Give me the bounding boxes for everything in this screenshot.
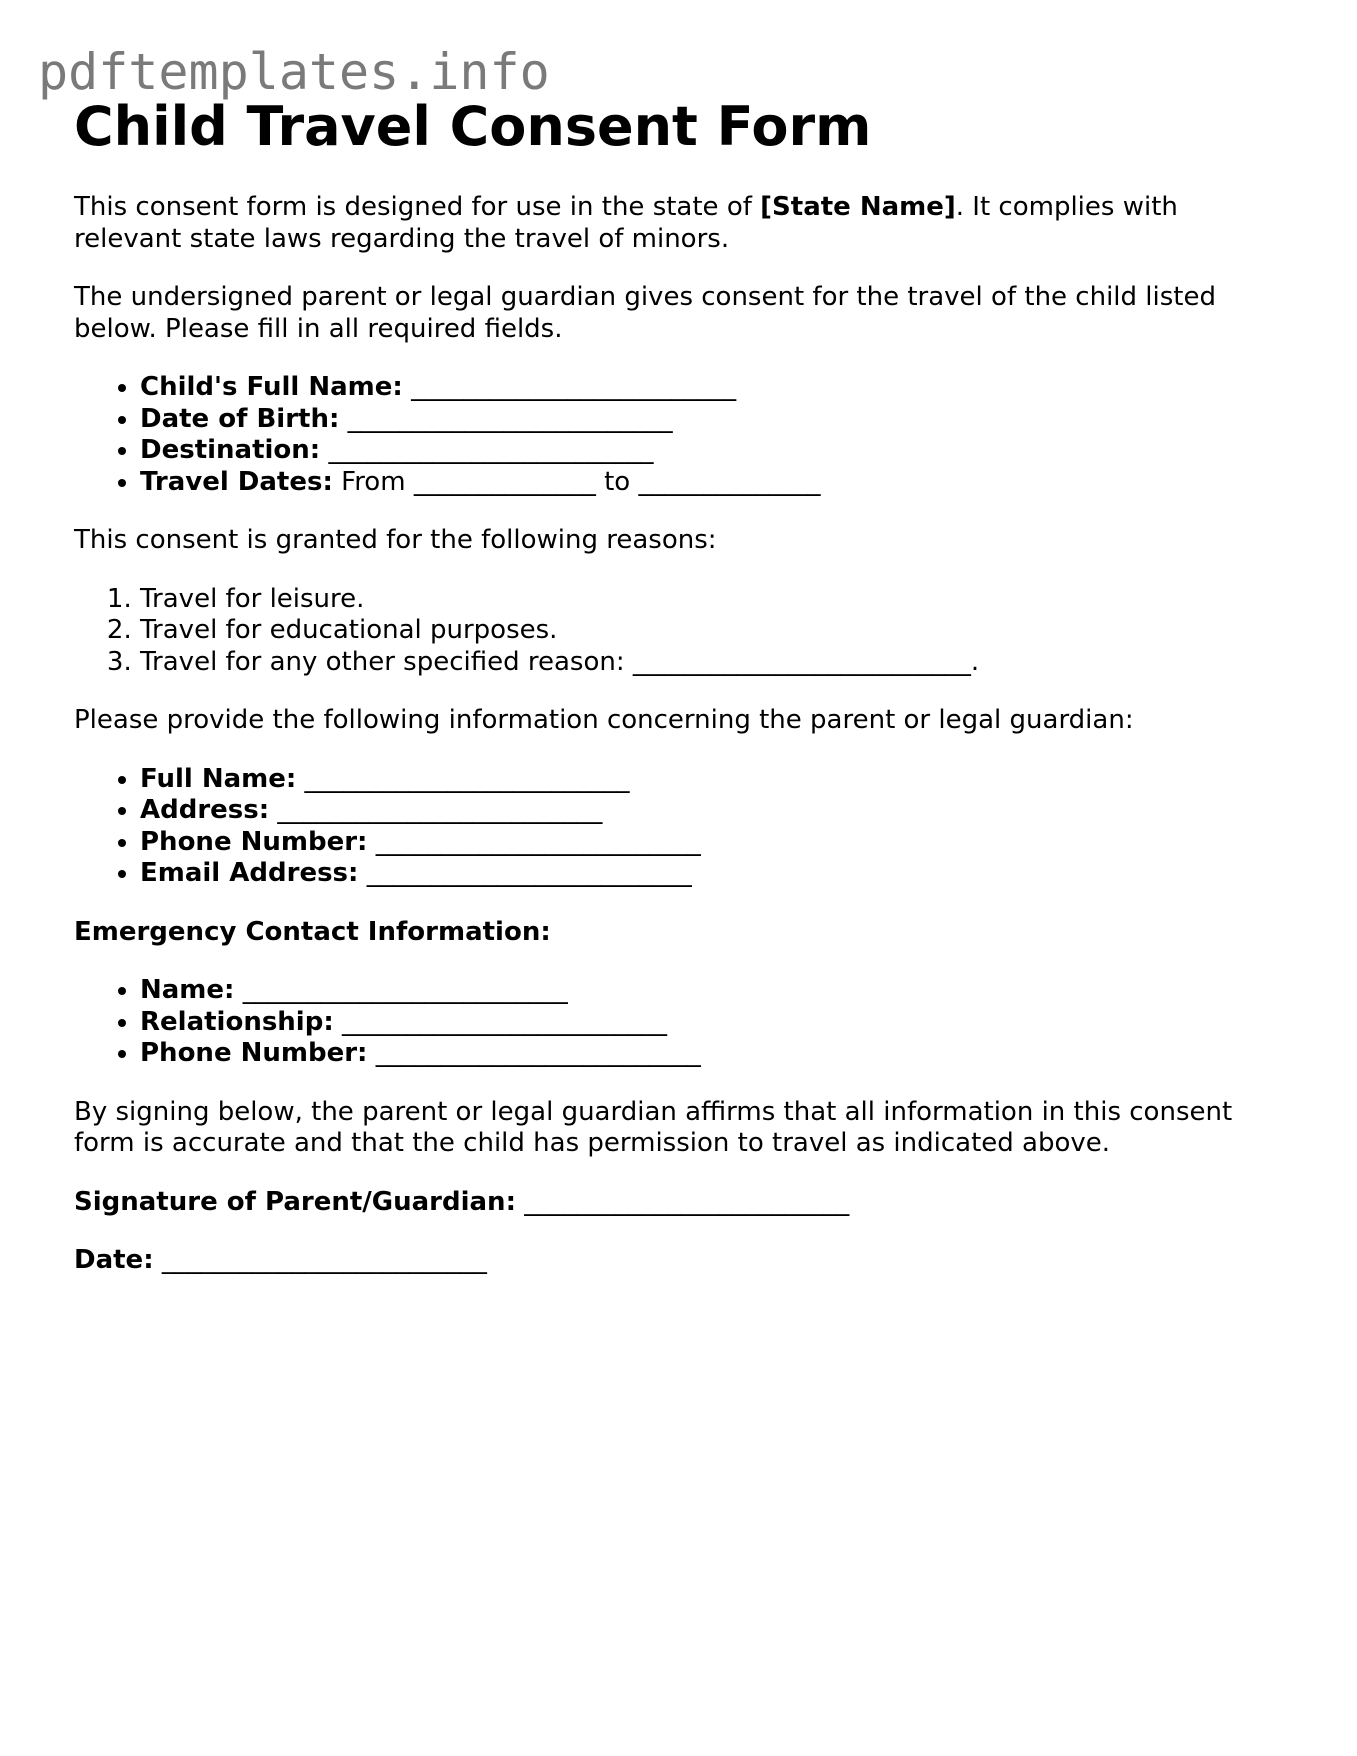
field-label: Destination: xyxy=(140,435,321,465)
emergency-field-phone xyxy=(140,1038,1264,1070)
signature-blank[interactable]: _________________________ xyxy=(524,1186,850,1217)
intro-before: This consent form is designed for use in the state of xyxy=(74,192,761,222)
from-word: From xyxy=(341,466,406,497)
field-label: Address: xyxy=(140,795,270,825)
emergency-name-blank[interactable]: _________________________ xyxy=(242,975,568,1005)
field-label: Date of Birth: xyxy=(140,403,340,434)
dob-blank[interactable]: _________________________ xyxy=(347,403,673,434)
relationship-blank[interactable]: _________________________ xyxy=(342,1006,667,1037)
date-line xyxy=(74,1245,1264,1277)
child-field-name xyxy=(140,372,1264,404)
field-label: Phone Number: xyxy=(140,826,368,857)
field-label: Travel Dates: xyxy=(140,466,333,497)
to-word: to xyxy=(604,466,631,497)
emergency-info-list xyxy=(74,975,1264,1070)
page-title: Child Travel Consent Form xyxy=(74,95,872,158)
guardian-field-name xyxy=(140,764,1264,796)
email-blank[interactable]: _________________________ xyxy=(366,858,692,888)
intro-after: . It complies with relevant state laws regarding the travel of minors. xyxy=(74,192,1178,254)
date-label: Date: xyxy=(74,1245,154,1275)
child-name-blank[interactable]: _________________________ xyxy=(411,372,737,402)
child-info-list xyxy=(74,372,1264,498)
emergency-heading: Emergency Contact Information: xyxy=(74,916,551,947)
field-label: Child's Full Name: xyxy=(140,372,403,402)
destination-blank[interactable]: _________________________ xyxy=(328,435,654,465)
guardian-name-blank[interactable]: _________________________ xyxy=(304,763,630,794)
signature-label: Signature of Parent/Guardian: xyxy=(74,1186,516,1217)
to-date-blank[interactable]: ______________ xyxy=(638,466,821,497)
reason-item: 3. Travel for any other specified reason: __________________________. xyxy=(140,647,1264,679)
field-label: Phone Number: xyxy=(140,1038,368,1068)
from-date-blank[interactable]: ______________ xyxy=(413,466,596,497)
reason-item: 2. Travel for educational purposes. xyxy=(140,615,1264,647)
document-page xyxy=(74,92,1264,1277)
field-label: Relationship: xyxy=(140,1006,334,1037)
phone-blank[interactable]: _________________________ xyxy=(375,826,701,857)
guardian-field-phone xyxy=(140,827,1264,859)
field-label: Name: xyxy=(140,975,235,1005)
child-field-travel-dates xyxy=(140,467,1264,499)
reasons-intro: This consent is granted for the following reasons: xyxy=(74,525,717,555)
emergency-field-relationship xyxy=(140,1007,1264,1039)
guardian-info-list xyxy=(74,764,1264,890)
reason-item: 1. Travel for leisure. xyxy=(140,584,1264,616)
state-placeholder: [State Name] xyxy=(760,192,956,222)
guardian-intro: Please provide the following information concerning the parent or legal guardian: xyxy=(74,705,1134,735)
reasons-list xyxy=(74,584,1264,679)
intro-paragraph xyxy=(74,192,1264,255)
emergency-phone-blank[interactable]: _________________________ xyxy=(375,1038,701,1068)
watermark: pdftemplates.info xyxy=(38,43,550,101)
guardian-field-address xyxy=(140,795,1264,827)
guardian-field-email xyxy=(140,858,1264,890)
field-label: Email Address: xyxy=(140,858,359,888)
address-blank[interactable]: _________________________ xyxy=(277,795,603,825)
consent-statement: The undersigned parent or legal guardian gives consent for the travel of the child listed below. Please fill in all required fields. xyxy=(74,282,1216,344)
child-field-dob xyxy=(140,404,1264,436)
field-label: Full Name: xyxy=(140,763,297,794)
date-blank[interactable]: _________________________ xyxy=(161,1245,487,1275)
child-field-destination xyxy=(140,435,1264,467)
emergency-field-name xyxy=(140,975,1264,1007)
signature-line xyxy=(74,1187,1264,1219)
affirmation-paragraph: By signing below, the parent or legal guardian affirms that all information in this consent form is accurate and that the child has permission to travel as indicated above. xyxy=(74,1096,1233,1158)
